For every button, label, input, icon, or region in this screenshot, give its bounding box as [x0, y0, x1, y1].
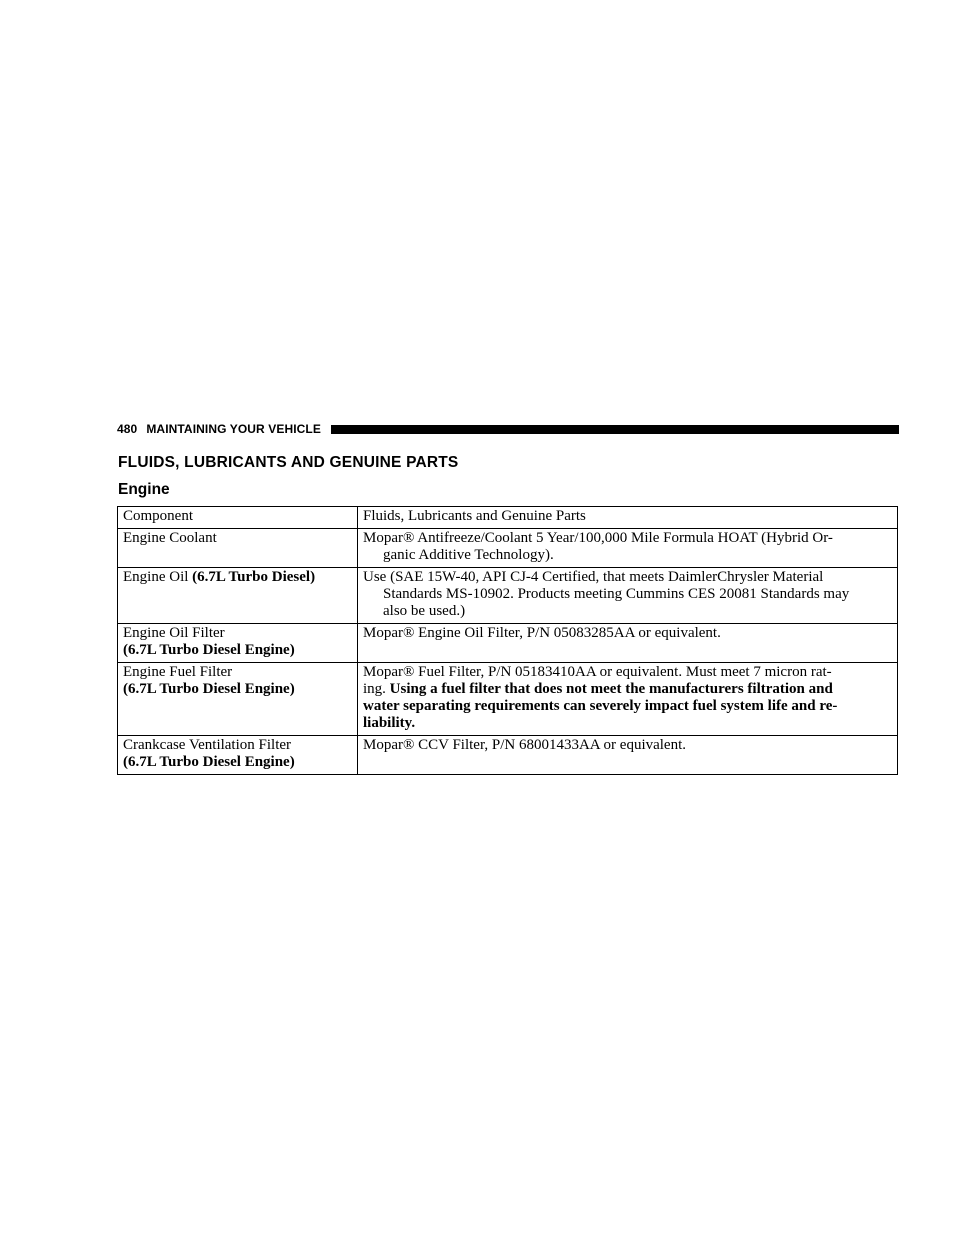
component-note: (6.7L Turbo Diesel Engine) [123, 681, 295, 697]
spec-warning-line: liability. [363, 715, 416, 731]
spec-warning-line: water separating requirements can severely impact fuel system life and re- [363, 698, 838, 714]
component-name: Engine Fuel Filter [123, 664, 233, 680]
component-name: Engine Oil Filter [123, 625, 225, 641]
table-row [118, 736, 898, 775]
spec-line: Mopar® Antifreeze/Coolant 5 Year/100,000 Mile Formula HOAT (Hybrid Or- [363, 530, 833, 546]
table-row [118, 663, 898, 736]
component-note: (6.7L Turbo Diesel) [192, 569, 316, 585]
component-name: Engine Coolant [123, 530, 217, 546]
component-name: Crankcase Ventilation Filter [123, 737, 292, 753]
spec-cell [358, 663, 898, 736]
spec-cell [358, 529, 898, 568]
table-row [118, 568, 898, 624]
page-number: 480 [117, 422, 138, 436]
component-name: Engine Oil [123, 569, 189, 585]
table-row [118, 529, 898, 568]
spec-cell [358, 624, 898, 663]
spec-line: ganic Additive Technology). [383, 547, 554, 563]
spec-line: Mopar® CCV Filter, P/N 68001433AA or equivalent. [363, 737, 687, 753]
spec-line: Mopar® Engine Oil Filter, P/N 05083285AA or equivalent. [363, 625, 721, 641]
component-cell [118, 663, 358, 736]
fluids-table [117, 506, 898, 775]
spec-line: Standards MS-10902. Products meeting Cummins CES 20081 Standards may [383, 586, 850, 602]
component-note: (6.7L Turbo Diesel Engine) [123, 642, 295, 658]
component-note: (6.7L Turbo Diesel Engine) [123, 754, 295, 770]
page-header [117, 422, 899, 436]
spec-cell [358, 568, 898, 624]
spec-line: Use (SAE 15W-40, API CJ-4 Certified, that meets DaimlerChrysler Material [363, 569, 824, 585]
spec-line: also be used.) [383, 603, 466, 619]
header-rule [331, 425, 899, 434]
table-row [118, 624, 898, 663]
table-header-row [118, 507, 898, 529]
component-cell [118, 529, 358, 568]
component-cell [118, 568, 358, 624]
component-cell [118, 624, 358, 663]
component-cell [118, 736, 358, 775]
spec-text: ing. [363, 681, 390, 697]
spec-line [363, 681, 892, 698]
subsection-title: Engine [118, 481, 170, 498]
column-header-fluids: Fluids, Lubricants and Genuine Parts [358, 507, 898, 529]
section-title: FLUIDS, LUBRICANTS AND GENUINE PARTS [118, 454, 459, 471]
spec-cell [358, 736, 898, 775]
column-header-component: Component [118, 507, 358, 529]
spec-warning-text: Using a fuel filter that does not meet the manufacturers filtration and [389, 681, 833, 697]
spec-line: Mopar® Fuel Filter, P/N 05183410AA or equivalent. Must meet 7 micron rat- [363, 664, 832, 680]
running-section-title: MAINTAINING YOUR VEHICLE [146, 422, 321, 436]
